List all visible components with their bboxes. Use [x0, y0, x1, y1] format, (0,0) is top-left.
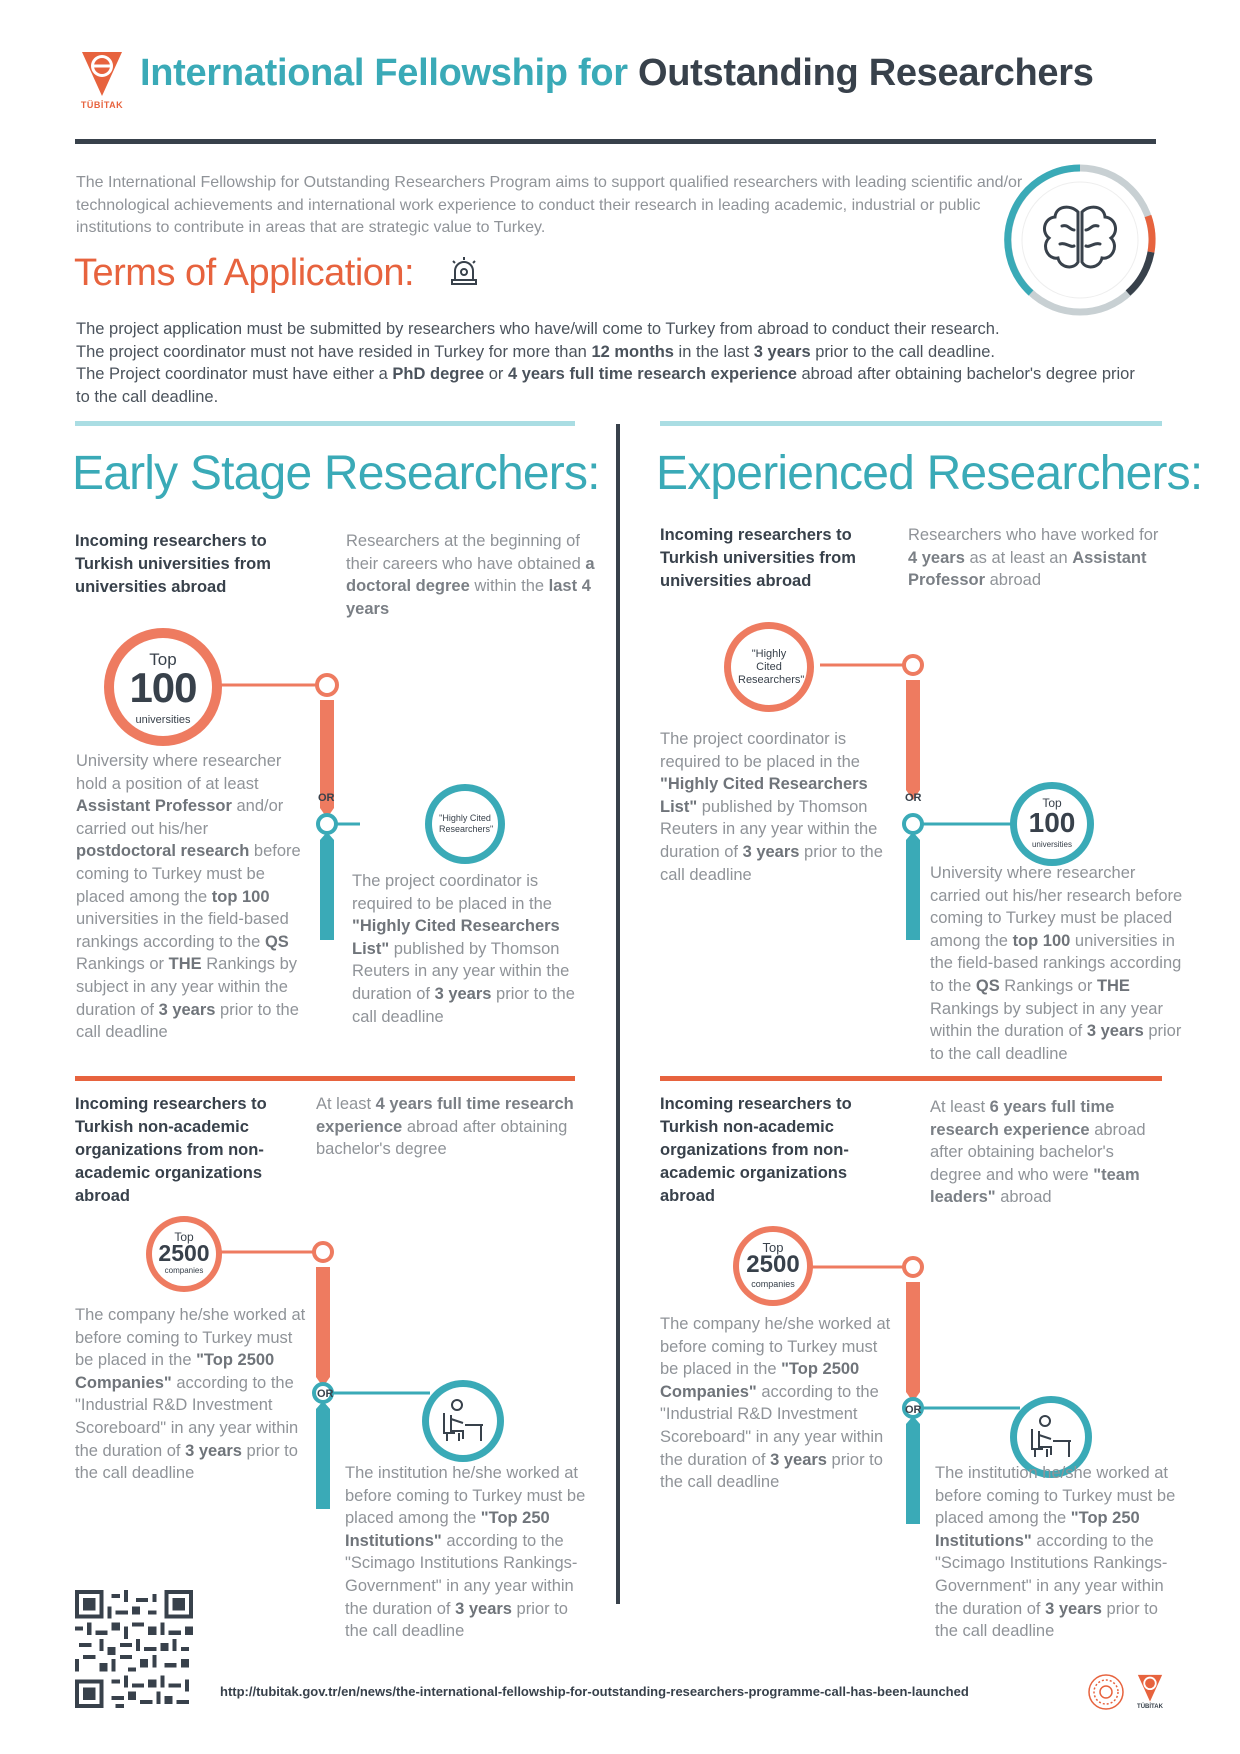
early-hcr-badge [425, 784, 505, 864]
qr-code-icon [75, 1590, 193, 1708]
early-uni-desc: Researchers at the beginning of their careers who have obtained a doctoral degree within the last 4 years [346, 532, 595, 618]
early-top-rule [75, 421, 575, 426]
researcher-desk-icon [1017, 1403, 1085, 1471]
exp-inst-body: The institution he/she worked at before coming to Turkey must be placed among the "Top 250 Institutions" according to the "Scimago Institutions Rankings-Government" in any year within the duration of 3 years prior to the call deadline [935, 1464, 1176, 1641]
exp-uni-right-body: University where researcher carried out his/her research before coming to Turkey must be placed among the top 100 universities in the field-based rankings according to the QS Rankings or THE Rankings by subject in any year within the duration of 3 years prior to the call deadline [930, 864, 1183, 1063]
alarm-bell-icon [446, 254, 482, 295]
column-divider [616, 424, 620, 1604]
exp-hcr-badge: "Highly Cited Researchers" [724, 622, 814, 712]
early-or-label: OR [318, 792, 335, 804]
terms-heading: Terms of Application: [74, 252, 415, 294]
researcher-desk-icon [429, 1387, 497, 1455]
footer-url-link[interactable]: http://tubitak.gov.tr/en/news/the-international-fellowship-for-outstanding-researchers-programme-call-has-been-launched [220, 1684, 969, 1699]
terms-list [76, 318, 1136, 408]
exp-nonacad-subhead: Incoming researchers to Turkish non-academic organizations from non-academic organizations abroad [660, 1095, 852, 1205]
experienced-top-rule [660, 421, 1162, 426]
brain-badge [1000, 160, 1160, 320]
early-inst-badge [422, 1380, 504, 1462]
intro-paragraph: The International Fellowship for Outstanding Researchers Program aims to support qualified researchers with leading scientific and/or technological achievements and international work experience to conduct their research in leading academic, industrial or public institutions to contribute in areas that are strategic value to Turkey. [76, 174, 1023, 236]
early-top2500-badge: Top 2500 companies [146, 1216, 222, 1292]
logo-text: TÜBİTAK [80, 100, 124, 110]
title-part1: International Fellowship for [140, 52, 628, 94]
header-divider [75, 139, 1156, 144]
experienced-heading: Experienced Researchers: [656, 447, 1203, 500]
terms-line-1: The project application must be submitted by researchers who have/will come to Turkey from abroad to conduct their research. [76, 320, 1000, 338]
early-nonacad-subhead: Incoming researchers to Turkish non-academic organizations from non-academic organizations abroad [75, 1095, 267, 1205]
early-mid-rule [75, 1076, 575, 1081]
tubitak-logo [74, 44, 130, 114]
terms-line-3: The Project coordinator must have either a PhD degree or 4 years full time research experience abroad after obtaining bachelor's degree prior to the call deadline. [76, 365, 1135, 406]
early-comp-body: The company he/she worked at before coming to Turkey must be placed in the "Top 2500 Companies" according to the "Industrial R&D Investment Scoreboard" in any year within the duration of 3 years prior to the call deadline [75, 1306, 306, 1483]
exp-mid-rule [660, 1076, 1162, 1081]
exp-or-label: OR [905, 792, 922, 804]
exp-uni-left-body: The project coordinator is required to be placed in the "Highly Cited Researchers List" published by Thomson Reuters in any year within the duration of 3 years prior to the call deadline [660, 730, 883, 884]
exp-uni-desc: Researchers who have worked for 4 years as at least an Assistant Professor abroad [908, 526, 1159, 589]
early-nonacad-desc: At least 4 years full time research experience abroad after obtaining bachelor's degree [316, 1095, 574, 1158]
early-inst-body: The institution he/she worked at before coming to Turkey must be placed among the "Top 250 Institutions" according to the "Scimago Institutions Rankings-Government" in any year within the duration of 3 years prior to the call deadline [345, 1464, 586, 1641]
exp-nonacad-or: OR [905, 1404, 922, 1416]
tubitak-logo-icon [1132, 1670, 1168, 1704]
terms-line-2: The project coordinator must not have resided in Turkey for more than 12 months in the last 3 years prior to the call deadline. [76, 342, 996, 361]
early-uni-left-body: University where researcher hold a position of at least Assistant Professor and/or carried out his/her postdoctoral research before coming to Turkey must be placed among the top 100 universities in the field-based rankings according to the QS Rankings or THE Rankings by subject in any year within the duration of 3 years prior to the call deadline [76, 752, 301, 1042]
early-uni-right-body: The project coordinator is required to be placed in the "Highly Cited Researchers List" published by Thomson Reuters in any year within the duration of 3 years prior to the call deadline [352, 872, 575, 1026]
exp-top2500-badge: Top 2500 companies [733, 1226, 813, 1306]
early-top100-badge [104, 628, 222, 746]
early-nonacad-or: OR [317, 1388, 334, 1400]
badge-sub: universities [135, 714, 191, 726]
footer-tubitak-logo: TÜBİTAK [1132, 1670, 1168, 1716]
badge-top: Top [149, 650, 177, 669]
early-heading: Early Stage Researchers: [72, 447, 600, 500]
title-part2: Outstanding Researchers [638, 52, 1094, 94]
ministry-seal-icon [1086, 1672, 1126, 1712]
exp-top100-badge: Top 100 universities [1010, 782, 1094, 866]
exp-comp-body: The company he/she worked at before coming to Turkey must be placed in the "Top 2500 Companies" according to the "Industrial R&D Investment Scoreboard" in any year within the duration of 3 years prior to the call deadline [660, 1315, 891, 1492]
early-uni-subhead: Incoming researchers to Turkish universities from universities abroad [75, 532, 271, 596]
badge-num: 100 [129, 664, 197, 711]
page-title [140, 52, 1094, 95]
tubitak-logo-icon [74, 44, 130, 104]
exp-uni-subhead: Incoming researchers to Turkish universities from universities abroad [660, 526, 856, 590]
hcr-label: "Highly Cited Researchers" [439, 813, 494, 834]
exp-nonacad-desc: At least 6 years full time research experience abroad after obtaining bachelor's degree and who were "team leaders" abroad [930, 1098, 1146, 1206]
